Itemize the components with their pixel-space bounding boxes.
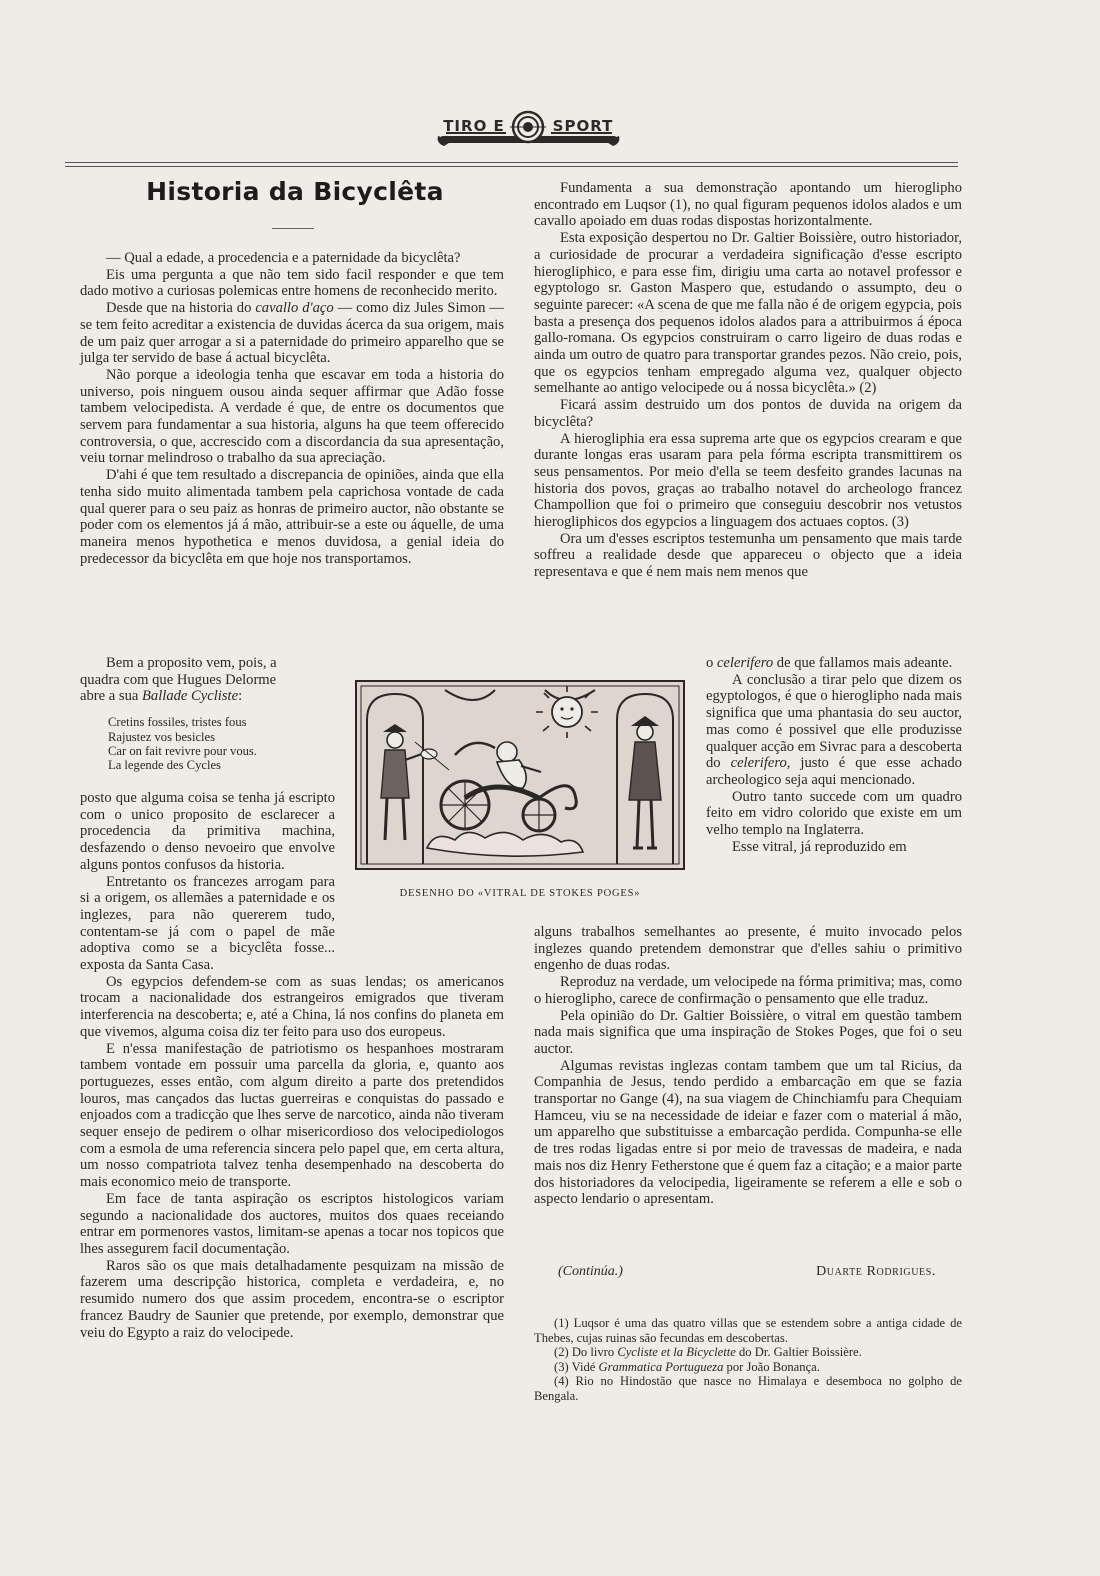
- verse-line: Cretins fossiles, tristes fous: [108, 715, 247, 730]
- paragraph: Outro tanto succede com um quadro feito em vidro colorido que existe em um velho templo na Inglaterra.: [706, 788, 962, 839]
- author-name: Duarte Rodrigues.: [816, 1264, 936, 1279]
- target-emblem-icon: [436, 103, 621, 153]
- verse-line: Car on fait revivre pour vous.: [108, 743, 257, 758]
- title-underline: [272, 228, 314, 229]
- article-title: Historia da Bicyclêta: [146, 177, 444, 206]
- header-rule-bottom: [65, 166, 958, 167]
- paragraph: Algumas revistas inglezas contam tambem que um tal Ricius, da Companhia de Jesus, tendo perdido a embarcação em que se fazia transportar no Gange (4), na sua viagem de Chinchiamfu para Chequiam Hamceu, viu se na necessidade de ideiar e fazer com o material á mão, um apparelho que substituisse a embarcação perdida. Compunha-se elle de tres rodas ligadas entre si por meio de travessas de madeira, e nada mais nos diz Henry Fetherstone que é quem faz a citação; e a maior parte dos historiadores da velocipedia, ligeiramente se referem a elle e sob o aspecto lendario o apresentam.: [534, 1057, 962, 1208]
- right-column-upper: [534, 180, 962, 581]
- continuation-note: (Continúa.): [558, 1264, 623, 1279]
- paragraph: A hierogliphia era essa suprema arte que os egypcios crearam e que durante longas eras usaram para pela fórma escripta transmittirem os seus pensamentos. Por meio d'ella se teem desfeito grandes lacunas na historia dos povos, graças ao trabalho notavel do archeologo francez Champollion que foi o primeiro que conseguiu descobrir nos vetustos hierogliphicos dos egypcios a linguagem dos actuaes coptos. (3): [534, 430, 962, 531]
- left-narrow-block: [80, 790, 335, 974]
- paragraph: Não porque a ideologia tenha que escavar em toda a historia do universo, pois ninguem ousou ainda sequer affirmar que Adão fosse tambem velocipedista. A verdade é que, de entre os documentos que servem para fundamentar a sua historia, alguns ha que teem offerecido controversia, o que, accrescido com a discordancia da sua apresentação, veiu tornar melindroso o trabalho da sua apreciação.: [80, 366, 504, 467]
- stained-glass-illustration: [355, 680, 685, 870]
- paragraph: posto que alguma coisa se tenha já escripto com o unico proposito de esclarecer a procedencia da primitiva machina, desfazendo o denso nevoeiro que envolve alguns pontos confusos da historia.: [80, 790, 335, 873]
- paragraph: Esta exposição despertou no Dr. Galtier Boissière, outro historiador, a curiosidade de procurar a verdadeira significação d'esse escripto hierogliphico, e para esse fim, dirigiu uma carta ao notavel professor e egyptologo sr. Gaston Maspero que, estudando o assumpto, deu o seguinte parecer: «A scena de que me falla não é de origem egypcia, pois basta a presença dos pequenos idolos alados para a attribuirmos á época gallo-romana. Os egypcios construiram o carro ligeiro de duas rodas e ainda um outro de quatro para transportar grandes pezos. Não creio, pois, que os egypcios tenham empregado alguma vez, qualquer objecto semelhante ao antigo velocipede ou á nossa bicyclêta.» (2): [534, 230, 962, 397]
- left-column-upper: [80, 250, 504, 567]
- paragraph: Entretanto os francezes arrogam para si a origem, os allemães a paternidade e os inglezes, para não quererem tudo, contentam-se já com o papel de mãe adoptiva como se a bicyclêta fosse... exposta da Santa Casa.: [80, 873, 335, 974]
- footnote: (1) Luqsor é uma das quatro villas que se estendem sobre a antiga cidade de Thebes, cujas ruinas são fecundas em descobertas.: [534, 1316, 962, 1345]
- paragraph: E n'essa manifestação de patriotismo os hespanhoes mostraram tambem vontade em possuir uma parcella da gloria, e, quanto aos portuguezes, esses então, com algum direito a parte dos pretendidos louros, mas cançados das luctas guerreiras e conquistas do passado e enjoados com a tradicção que lhes serve de narcotico, ainda não tiveram sequer ensejo de pedirem o olhar misericordioso dos velocipediologos com a esmola de uma referencia sincera pelo papel que, em certa altura, um nosso compatriota talvez tenha desempenhado na descoberta do mais economico meio de transporte.: [80, 1040, 504, 1191]
- signature-line: [558, 1264, 936, 1280]
- left-column-narrow: [80, 790, 504, 1341]
- right-column-lower: [534, 924, 962, 1208]
- footnote: (3) Vidé Grammatica Portugueza por João Bonança.: [554, 1359, 820, 1374]
- logo-text-right: SPORT: [552, 117, 614, 135]
- header-rule-top: [65, 162, 958, 163]
- paragraph: Em face de tanta aspiração os escriptos histologicos variam segundo a nacionalidade dos auctores, muitos dos quaes receiando entrar em pormenores vastos, limitam-se apenas a tocar nos topicos que lhes assegurem facil documentação.: [80, 1190, 504, 1257]
- paragraph: Ficará assim destruido um dos pontos de duvida na origem da bicyclêta?: [534, 397, 962, 430]
- figure-caption: DESENHO DO «VITRAL DE STOKES POGES»: [399, 888, 641, 899]
- intro-paragraph: Bem a proposito vem, pois, a quadra com que Hugues Delorme abre a sua Ballade Cycliste:: [80, 655, 277, 705]
- paragraph: alguns trabalhos semelhantes ao presente, é muito invocado pelos inglezes quando pretendem demonstrar que d'elles sahiu o primitivo engenho de duas rodas.: [534, 924, 962, 974]
- paragraph: o celerifero de que fallamos mais adeante.: [706, 655, 953, 671]
- paragraph: Fundamenta a sua demonstração apontando um hieroglipho encontrado em Luqsor (1), no qual figuram pequenos idolos alados e um cavallo apoiado em duas rodas dispostas horizontalmente.: [534, 180, 962, 230]
- paragraph: Os egypcios defendem-se com as suas lendas; os americanos trocam a nacionalidade dos estrangeiros emigrados que tiveram interferencia na descoberta; e, até a China, lá nos confins do planeta em que vivemos, alguma coisa diz ter feito para uso dos europeus.: [80, 973, 504, 1040]
- paragraph: Ora um d'esses escriptos testemunha um pensamento que mais tarde soffreu a realidade desde que appareceu o objecto que a ideia representava e que é nem mais nem menos que: [534, 530, 962, 581]
- paragraph: Desde que na historia do cavallo d'aço — como diz Jules Simon — se tem feito acreditar a existencia de duvidas ácerca da sua origem, mais de um paiz quer arrogar a si a paternidade do primeiro apparelho que se julga ter servido de base á actual bicyclêta.: [80, 300, 504, 367]
- right-column-narrow: [706, 655, 962, 855]
- footnote: (4) Rio no Hindostão que nasce no Himalaya e desemboca no golpho de Bengala.: [534, 1374, 962, 1403]
- logo-text-left: TIRO E: [443, 117, 505, 135]
- footnote: (2) Do livro Cycliste et la Bicyclette do Dr. Galtier Boissière.: [554, 1345, 862, 1359]
- paragraph: Reproduz na verdade, um velocipede na fórma primitiva; mas, como o hieroglipho, carece de confirmação o pensamento que elle traduz.: [534, 974, 962, 1007]
- paragraph: Raros são os que mais detalhadamente pesquizam na missão de fazerem uma descripção historica, completa e verdadeira, e, no resumido numero dos que assim procedem, encontra-se o escriptor francez Baudry de Saunier que pretende, por exemplo, demonstrar que veiu do Egypto a raiz do velocipede.: [80, 1257, 504, 1341]
- paragraph: Esse vitral, já reproduzido em: [732, 838, 907, 855]
- left-wide-block: [80, 974, 504, 1341]
- paragraph: D'ahi é que tem resultado a discrepancia de opiniões, ainda que ella tenha sido muito alimentada tambem pela caprichosa vontade de cada qual querer para o seu paiz as honras de primeiro auctor, não obstante se poder com os elementos já á mão, attribuir-se a este ou áquelle, de uma maneira menos hypothetica e menos duvidosa, a genial ideia do predecessor da bicyclêta em que hoje nos transportamos.: [80, 467, 504, 567]
- paragraph: — Qual a edade, a procedencia e a paternidade da bicyclêta?: [106, 250, 461, 266]
- paragraph: Eis uma pergunta a que não tem sido facil responder e que tem dado motivo a curiosas polemicas entre homens de reconhecido merito.: [80, 266, 504, 300]
- verse-line: Rajustez vos besicles: [108, 729, 216, 744]
- paragraph: Pela opinião do Dr. Galtier Boissière, o vitral em questão tambem nada mais significa que uma inspiração de Stokes Poges, que foi o seu auctor.: [534, 1007, 962, 1057]
- paragraph: A conclusão a tirar pelo que dizem os egyptologos, é que o hieroglipho nada mais significa que uma phantasia do seu auctor, mas como é possivel que elle produzisse qualquer acção em Sivrac para a descoberta do celerifero, justo é que esse achado archeologico seja aqui mencionado.: [706, 671, 962, 788]
- masthead-logo: [436, 103, 621, 153]
- footnotes: [534, 1316, 962, 1403]
- verse-line: La legende des Cycles: [108, 758, 221, 773]
